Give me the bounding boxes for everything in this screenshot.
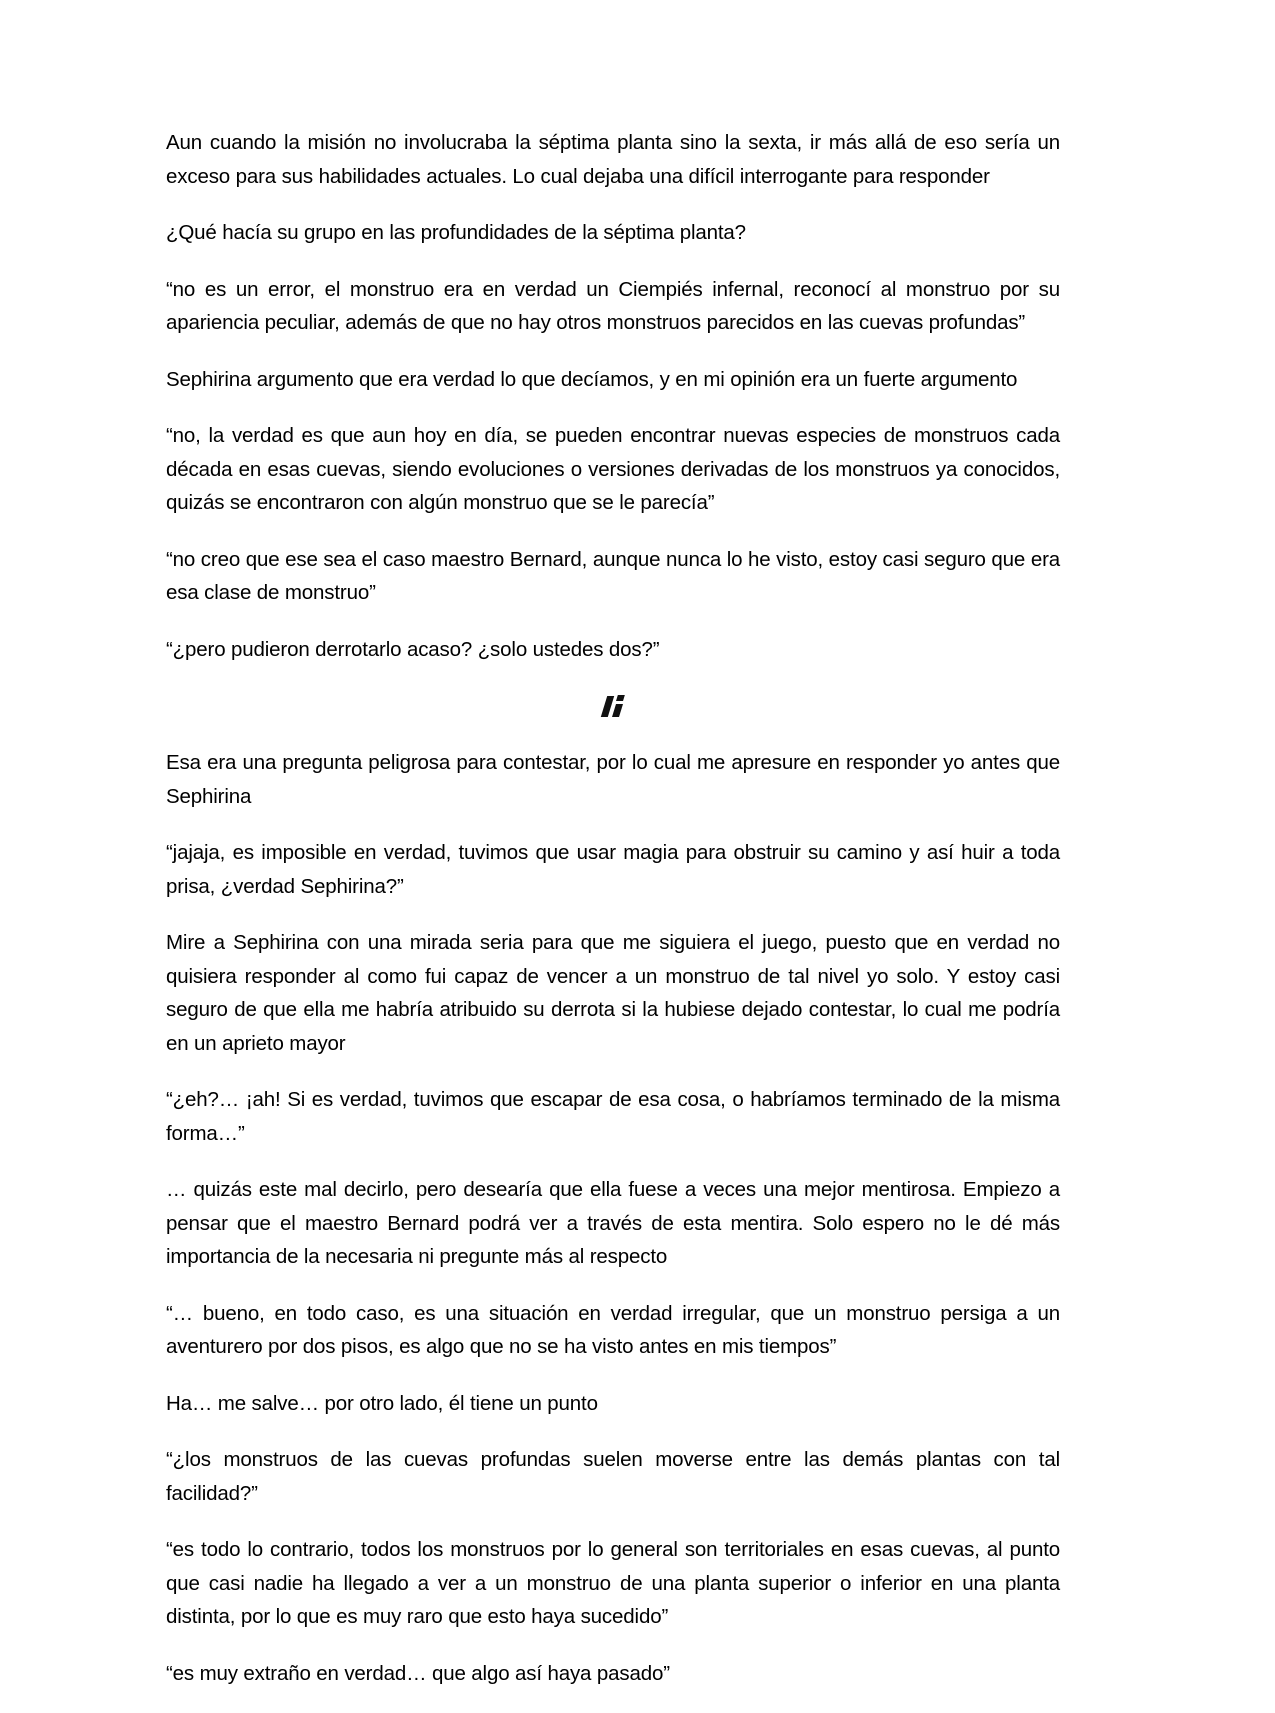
paragraph-10: Mire a Sephirina con una mirada seria para que me siguiera el juego, puesto que en verdad no quisiera responder al como fui capaz de vencer a un monstruo de tal nivel yo solo. Y estoy casi seguro de que ella me habría atribuido su derrota si la hubiese dejado contestar, lo cual me podría en un aprieto mayor [166,931,1060,1055]
paragraph-17: “es muy extraño en verdad… que algo así haya pasado” [166,1661,670,1685]
paragraph-4: Sephirina argumento que era verdad lo que decíamos, y en mi opinión era un fuerte argumento [166,367,1018,391]
paragraph-6: “no creo que ese sea el caso maestro Bernard, aunque nunca lo he visto, estoy casi seguro que era esa clase de monstruo” [166,547,1060,604]
paragraph-11: “¿eh?… ¡ah! Si es verdad, tuvimos que escapar de esa cosa, o habríamos terminado de la misma forma…” [166,1088,1060,1145]
paragraph-9: “jajaja, es imposible en verdad, tuvimos que usar magia para obstruir su camino y así huir a toda prisa, ¿verdad Sephirina?” [166,841,1060,898]
paragraph-12: … quizás este mal decirlo, pero desearía que ella fuese a veces una mejor mentirosa. Empiezo a pensar que el maestro Bernard podrá ver a través de esta mentira. Solo espero no le dé más importancia de la necesaria ni pregunte más al respecto [166,1178,1060,1268]
section-separator [166,689,1060,723]
paragraph-2: ¿Qué hacía su grupo en las profundidades de la séptima planta? [166,221,746,244]
paragraph-3: “no es un error, el monstruo era en verdad un Ciempiés infernal, reconocí al monstruo por su apariencia peculiar, además de que no hay otros monstruos parecidos en las cuevas profundas” [166,277,1060,334]
double-slash-mark-icon [600,693,626,719]
document-text-body [166,126,1060,1713]
paragraph-16: “es todo lo contrario, todos los monstruos por lo general son territoriales en esas cuevas, al punto que casi nadie ha llegado a ver a un monstruo de una planta superior o inferior en una planta distinta, por lo que es muy raro que esto haya sucedido” [166,1538,1060,1628]
paragraph-14: Ha… me salve… por otro lado, él tiene un punto [166,1391,598,1415]
paragraph-1: Aun cuando la misión no involucraba la séptima planta sino la sexta, ir más allá de eso sería un exceso para sus habilidades actuales. Lo cual dejaba una difícil interrogante para responder [166,131,1060,188]
paragraph-7: “¿pero pudieron derrotarlo acaso? ¿solo ustedes dos?” [166,637,660,661]
paragraph-8: Esa era una pregunta peligrosa para contestar, por lo cual me apresure en responder yo antes que Sephirina [166,751,1060,808]
paragraph-5: “no, la verdad es que aun hoy en día, se pueden encontrar nuevas especies de monstruos cada década en esas cuevas, siendo evoluciones o versiones derivadas de los monstruos ya conocidos, quizás se encontraron con algún monstruo que se le parecía” [166,424,1060,514]
paragraph-15: “¿los monstruos de las cuevas profundas suelen moverse entre las demás plantas con tal facilidad?” [166,1448,1060,1505]
paragraph-13: “… bueno, en todo caso, es una situación en verdad irregular, que un monstruo persiga a un aventurero por dos pisos, es algo que no se ha visto antes en mis tiempos” [166,1301,1060,1358]
